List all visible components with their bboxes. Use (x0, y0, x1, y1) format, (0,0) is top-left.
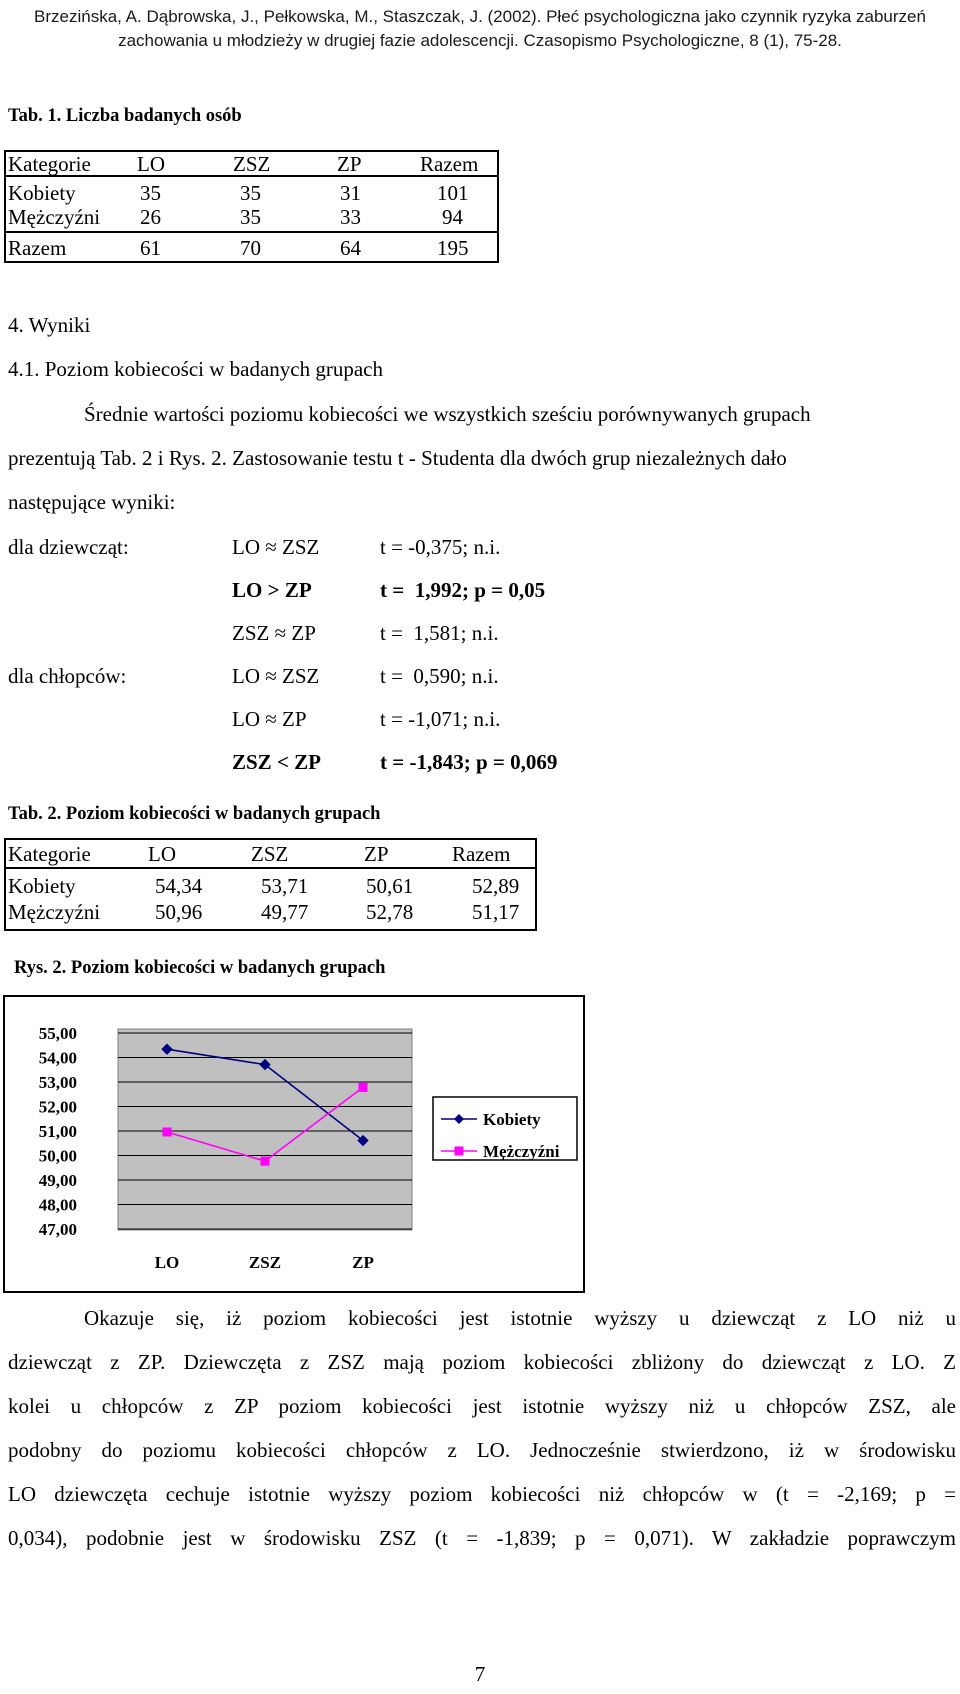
table2-cell: 49,77 (261, 900, 309, 924)
table2-header-razem: Razem (452, 842, 511, 866)
page-number: 7 (474, 1662, 486, 1686)
table1-cell: 35 (240, 205, 261, 229)
intro-line-2: prezentują Tab. 2 i Rys. 2. Zastosowanie testu t - Studenta dla dwóch grup niezależnych dało (8, 446, 787, 470)
conclusion-line-4: podobny do poziomu kobiecości chłopców z LO. Jednocześnie stwierdzono, iż w środowisku (8, 1438, 956, 1462)
boys-stat-2: t = -1,071; n.i. (380, 707, 501, 731)
legend-label: Kobiety (483, 1110, 541, 1129)
table1-cell: 31 (340, 181, 361, 205)
girls-label: dla dziewcząt: (8, 535, 129, 559)
table1-cell: 101 (437, 181, 469, 205)
table1-header-kategorie: Kategorie (8, 152, 91, 176)
boys-cmp-1: LO ≈ ZSZ (232, 664, 320, 688)
data-point-marker (359, 1083, 368, 1092)
table2-cell: 51,17 (472, 900, 520, 924)
citation-line-1: Brzezińska, A. Dąbrowska, J., Pełkowska, M., Staszczak, J. (2002). Płeć psychologiczna jako czynnik ryzyka zaburzeń (34, 7, 926, 26)
figure-caption: Rys. 2. Poziom kobiecości w badanych grupach (14, 958, 386, 978)
table2-row-label: Mężczyźni (8, 900, 101, 924)
conclusion-line-3: kolei u chłopców z ZP poziom kobiecości jest istotnie wyższy niż u chłopców ZSZ, ale (8, 1394, 956, 1418)
y-tick-label: 47,00 (38, 1220, 77, 1239)
girls-stat-1: t = -0,375; n.i. (380, 535, 501, 559)
section-subtitle: 4.1. Poziom kobiecości w badanych grupach (8, 357, 383, 381)
boys-label: dla chłopców: (8, 664, 127, 688)
girls-cmp-1: LO ≈ ZSZ (232, 535, 320, 559)
conclusion-line-5: LO dziewczęta cechuje istotnie wyższy poziom kobiecości niż chłopców w (t = -2,169; p = (8, 1482, 956, 1506)
section-title: 4. Wyniki (8, 313, 91, 337)
table2-cell: 50,61 (366, 874, 414, 898)
table2-row-label: Kobiety (8, 874, 76, 898)
table1-row-label: Mężczyźni (8, 205, 101, 229)
citation-line-2: zachowania u młodzieży w drugiej fazie adolescencji. Czasopismo Psychologiczne, 8 (1), 75-28. (118, 31, 842, 50)
boys-cmp-2: LO ≈ ZP (232, 707, 307, 731)
x-tick-label: ZSZ (248, 1253, 282, 1272)
table1-cell: 94 (442, 205, 463, 229)
table2-header-zp: ZP (364, 842, 389, 866)
intro-line-1: Średnie wartości poziomu kobiecości we wszystkich sześciu porównywanych grupach (84, 402, 811, 426)
girls-cmp-2: LO > ZP (232, 578, 312, 602)
data-point-marker (261, 1157, 270, 1166)
girls-stat-3: t = 1,581; n.i. (380, 621, 499, 645)
table1-cell: 70 (240, 236, 261, 260)
table2-header-lo: LO (148, 842, 176, 866)
boys-stat-1: t = 0,590; n.i. (380, 664, 499, 688)
y-tick-label: 53,00 (38, 1073, 77, 1092)
boys-stat-3: t = -1,843; p = 0,069 (380, 750, 558, 774)
table2-cell: 52,89 (472, 874, 520, 898)
table1-header-zsz: ZSZ (233, 152, 271, 176)
girls-stat-2: t = 1,992; p = 0,05 (380, 578, 546, 602)
x-tick-label: ZP (352, 1253, 374, 1272)
table1-header-lo: LO (137, 152, 165, 176)
y-tick-label: 52,00 (38, 1097, 77, 1117)
data-point-marker (163, 1127, 172, 1136)
legend-label: Mężczyźni (483, 1142, 560, 1161)
table1-cell: 195 (437, 236, 469, 260)
table1-cell: 61 (140, 236, 161, 260)
table1-cell: 35 (140, 181, 161, 205)
table2-cell: 52,78 (366, 900, 414, 924)
table1-header-zp: ZP (337, 152, 362, 176)
table1-row-label: Kobiety (8, 181, 76, 205)
y-tick-label: 51,00 (38, 1122, 77, 1141)
legend-marker (455, 1147, 464, 1156)
conclusion-line-1: Okazuje się, iż poziom kobiecości jest istotnie wyższy u dziewcząt z LO niż u (84, 1306, 956, 1330)
y-tick-label: 54,00 (38, 1048, 77, 1068)
table2-header-kategorie: Kategorie (8, 842, 91, 866)
girls-cmp-3: ZSZ ≈ ZP (232, 621, 316, 645)
table1-cell: 64 (340, 236, 361, 260)
conclusion-line-6: 0,034), podobnie jest w środowisku ZSZ (t = -1,839; p = 0,071). W zakładzie poprawczym (8, 1526, 956, 1550)
table1-caption: Tab. 1. Liczba badanych osób (8, 106, 242, 126)
y-tick-label: 48,00 (38, 1195, 77, 1215)
table2-header-zsz: ZSZ (251, 842, 289, 866)
boys-cmp-3: ZSZ < ZP (232, 750, 321, 774)
table2-caption: Tab. 2. Poziom kobiecości w badanych grupach (8, 804, 381, 824)
table1-cell: 35 (240, 181, 261, 205)
x-tick-label: LO (154, 1253, 180, 1272)
table2-cell: 53,71 (261, 874, 309, 898)
table1-cell: 26 (140, 205, 161, 229)
y-tick-label: 55,00 (38, 1024, 77, 1043)
table1-row-label: Razem (8, 236, 67, 260)
intro-line-3: następujące wyniki: (8, 490, 176, 514)
y-tick-label: 50,00 (38, 1146, 77, 1166)
table2-cell: 54,34 (155, 874, 203, 898)
y-axis-ticks (39, 1024, 77, 1239)
table1-cell: 33 (340, 205, 361, 229)
conclusion-line-2: dziewcząt z ZP. Dziewczęta z ZSZ mają poziom kobiecości zbliżony do dziewcząt z LO. Z (8, 1350, 956, 1374)
table2-cell: 50,96 (155, 900, 203, 924)
y-tick-label: 49,00 (38, 1171, 77, 1190)
table1-header-razem: Razem (420, 152, 479, 176)
